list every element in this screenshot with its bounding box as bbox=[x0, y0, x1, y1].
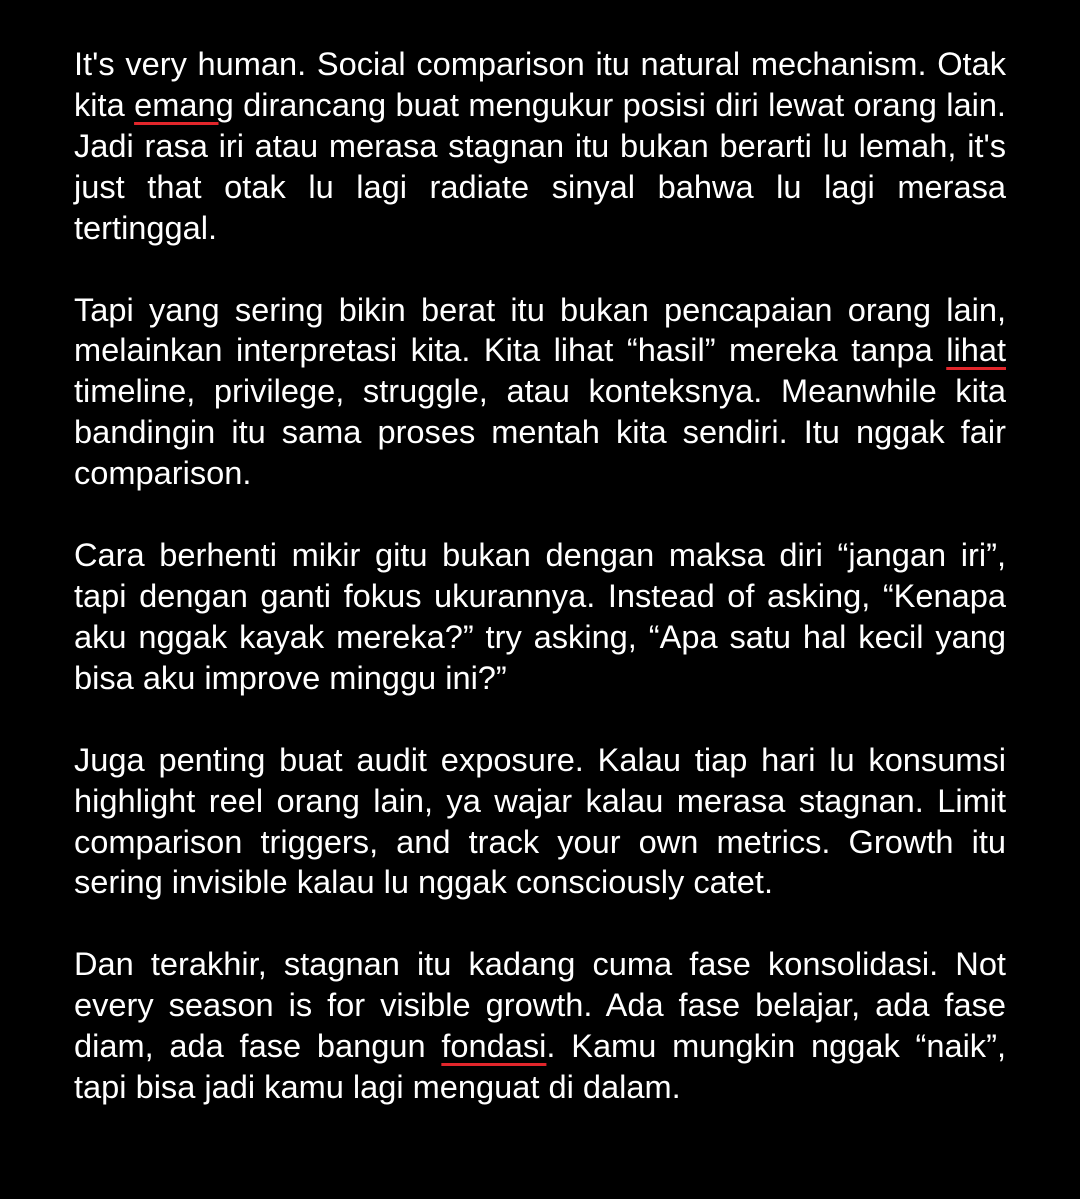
paragraph-text: Dan terakhir, stagnan itu kadang cuma fase konsolidasi. Not every season is for visible growth. Ada fase belajar, ada fase diam, ada fase bangun bbox=[74, 945, 1006, 1065]
paragraph-5 bbox=[74, 944, 1006, 1108]
misspelled-word[interactable]: emang bbox=[134, 85, 234, 123]
misspelled-word[interactable]: fondasi bbox=[441, 1027, 547, 1065]
paragraph-2 bbox=[74, 290, 1006, 495]
document-body bbox=[74, 44, 1006, 1108]
paragraph-4 bbox=[74, 740, 1006, 904]
paragraph-1 bbox=[74, 44, 1006, 249]
paragraph-text: . Kamu mungkin nggak “naik”, tapi bisa jadi kamu lagi menguat di dalam. bbox=[74, 1027, 1007, 1106]
paragraph-text: It's very human. Social comparison itu natural mechanism. Otak kita bbox=[74, 45, 1006, 123]
misspelled-word[interactable]: lihat bbox=[946, 331, 1006, 369]
paragraph-text: timeline, privilege, struggle, atau konteksnya. Meanwhile kita bandingin itu sama proses mentah kita sendiri. Itu nggak fair comparison. bbox=[74, 372, 1006, 492]
paragraph-3 bbox=[74, 535, 1006, 699]
paragraph-text: Tapi yang sering bikin berat itu bukan pencapaian orang lain, melainkan interpretasi kita. Kita lihat “hasil” mereka tanpa bbox=[74, 290, 1006, 369]
paragraph-text: dirancang buat mengukur posisi diri lewat orang lain. Jadi rasa iri atau merasa stagnan itu bukan berarti lu lemah, it's just that otak lu lagi radiate sinyal bahwa lu lagi merasa tertinggal. bbox=[74, 85, 1006, 246]
paragraph-text: Juga penting buat audit exposure. Kalau tiap hari lu konsumsi highlight reel orang lain, ya wajar kalau merasa stagnan. Limit comparison triggers, and track your own metrics. Growth itu sering invisible kalau lu nggak consciously catet. bbox=[74, 740, 1006, 901]
paragraph-text: Cara berhenti mikir gitu bukan dengan maksa diri “jangan iri”, tapi dengan ganti fokus ukurannya. Instead of asking, “Kenapa aku nggak kayak mereka?” try asking, “Apa satu hal kecil yang bisa aku improve minggu ini?” bbox=[74, 536, 1006, 696]
